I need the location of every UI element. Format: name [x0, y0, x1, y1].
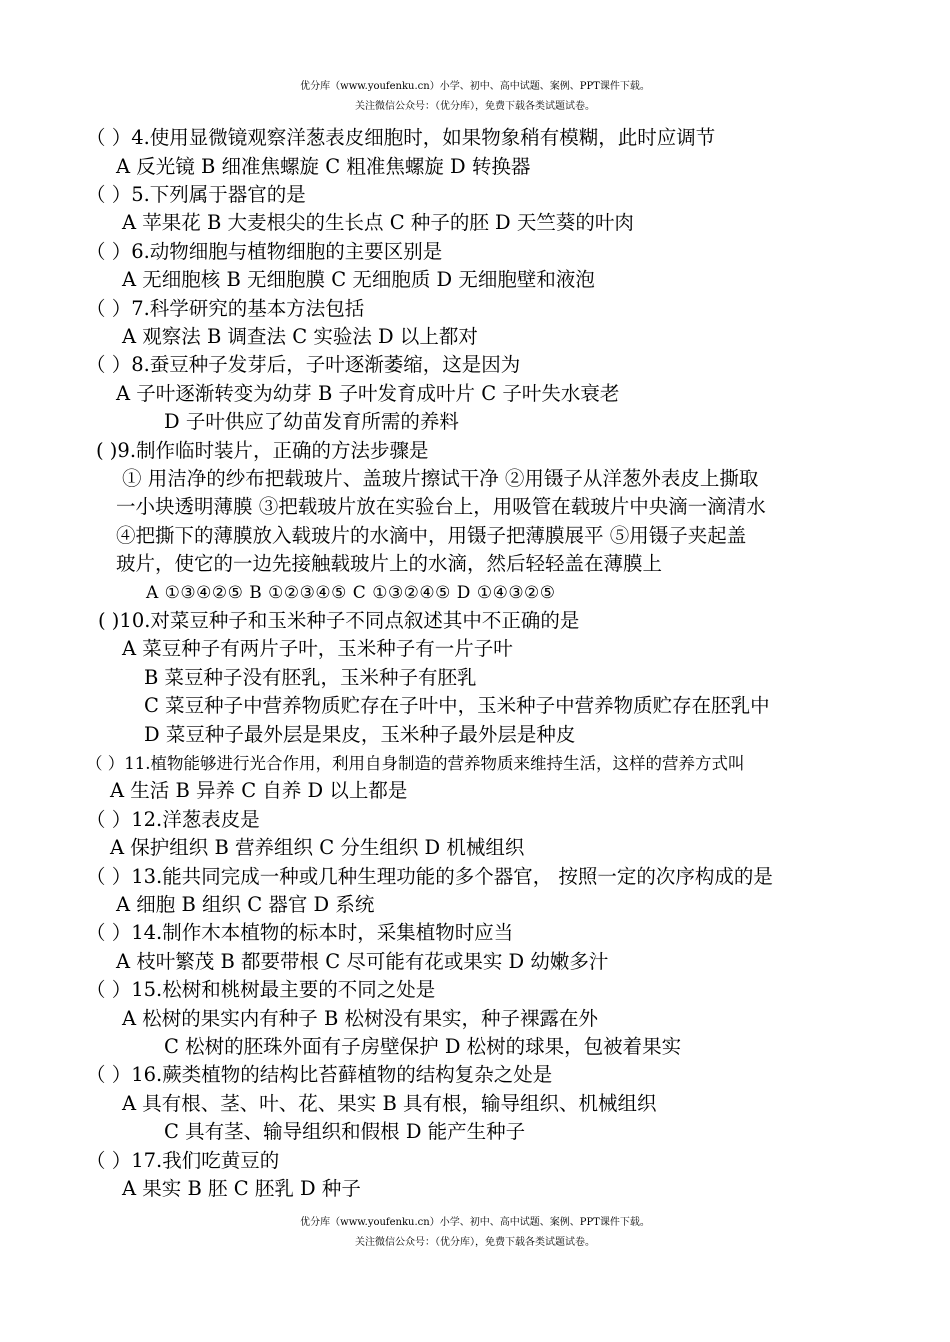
header-line-1: 优分库（www.youfenku.cn）小学、初中、高中试题、案例、PPT课件下载。 [300, 81, 650, 92]
question-9-step-line-4: 玻片，使它的一边先接触载玻片上的水滴，然后轻轻盖在薄膜上 [116, 552, 663, 575]
question-4: （ ）4.使用显微镜观察洋葱表皮细胞时，如果物象稍有模糊，此时应调节 [86, 126, 716, 149]
question-10-option-c: C 菜豆种子中营养物质贮存在子叶中，玉米种子中营养物质贮存在胚乳中 [144, 694, 770, 717]
question-9-step-line-1: ① 用洁净的纱布把载玻片、盖玻片擦试干净 ②用镊子从洋葱外表皮上撕取 [122, 467, 759, 490]
question-15-options-a-b: A 松树的果实内有种子 B 松树没有果实，种子裸露在外 [122, 1007, 599, 1030]
question-12-options: A 保护组织 B 营养组织 C 分生组织 D 机械组织 [110, 836, 525, 859]
question-15: （ ）15.松树和桃树最主要的不同之处是 [86, 978, 436, 1001]
question-8-option-d: D 子叶供应了幼苗发育所需的养料 [164, 410, 459, 433]
question-17: （ ）17.我们吃黄豆的 [86, 1149, 280, 1172]
question-10-option-a: A 菜豆种子有两片子叶，玉米种子有一片子叶 [122, 637, 513, 660]
question-8: （ ）8.蚕豆种子发芽后，子叶逐渐萎缩，这是因为 [86, 353, 521, 376]
question-13: （ ）13.能共同完成一种或几种生理功能的多个器官， 按照一定的次序构成的是 [86, 865, 773, 888]
question-6-options: A 无细胞核 B 无细胞膜 C 无细胞质 D 无细胞壁和液泡 [122, 268, 595, 291]
question-9-options: A ①③④②⑤ B ①②③④⑤ C ①③②④⑤ D ①④③②⑤ [146, 583, 556, 603]
question-7: （ ）7.科学研究的基本方法包括 [86, 297, 365, 320]
question-15-options-c-d: C 松树的胚珠外面有子房壁保护 D 松树的球果，包被着果实 [164, 1035, 682, 1058]
footer-line-2: 关注微信公众号：（优分库），免费下载各类试题试卷。 [355, 1237, 595, 1248]
header-line-2: 关注微信公众号：（优分库），免费下载各类试题试卷。 [355, 101, 595, 112]
question-12: （ ）12.洋葱表皮是 [86, 808, 260, 831]
question-16-options-c-d: C 具有茎、输导组织和假根 D 能产生种子 [164, 1120, 526, 1143]
question-11: （ ）11.植物能够进行光合作用，利用自身制造的营养物质来维持生活，这样的营养方式叫 [86, 754, 745, 773]
question-10-option-d: D 菜豆种子最外层是果皮，玉米种子最外层是种皮 [144, 723, 576, 746]
footer-line-1: 优分库（www.youfenku.cn）小学、初中、高中试题、案例、PPT课件下载。 [300, 1217, 650, 1228]
question-11-options: A 生活 B 异养 C 自养 D 以上都是 [110, 779, 408, 802]
question-9: ( )9.制作临时装片，正确的方法步骤是 [96, 439, 429, 462]
question-14-options: A 枝叶繁茂 B 都要带根 C 尽可能有花或果实 D 幼嫩多汁 [116, 950, 609, 973]
question-6: （ ）6.动物细胞与植物细胞的主要区别是 [86, 240, 443, 263]
question-5: （ ）5.下列属于器官的是 [86, 183, 306, 206]
question-17-options: A 果实 B 胚 C 胚乳 D 种子 [122, 1177, 361, 1200]
question-7-options: A 观察法 B 调查法 C 实验法 D 以上都对 [122, 325, 478, 348]
question-4-options: A 反光镜 B 细准焦螺旋 C 粗准焦螺旋 D 转换器 [116, 155, 531, 178]
question-10: ( )10.对菜豆种子和玉米种子不同点叙述其中不正确的是 [98, 609, 580, 632]
question-13-options: A 细胞 B 组织 C 器官 D 系统 [116, 893, 375, 916]
question-9-step-line-2: 一小块透明薄膜 ③把载玻片放在实验台上，用吸管在载玻片中央滴一滴清水 [116, 495, 766, 518]
question-8-options-a-c: A 子叶逐渐转变为幼芽 B 子叶发育成叶片 C 子叶失水衰老 [116, 382, 620, 405]
question-16-options-a-b: A 具有根、茎、叶、花、果实 B 具有根，输导组织、机械组织 [122, 1092, 657, 1115]
question-14: （ ）14.制作木本植物的标本时，采集植物时应当 [86, 921, 514, 944]
question-10-option-b: B 菜豆种子没有胚乳，玉米种子有胚乳 [144, 666, 477, 689]
question-16: （ ）16.蕨类植物的结构比苔藓植物的结构复杂之处是 [86, 1063, 553, 1086]
question-5-options: A 苹果花 B 大麦根尖的生长点 C 种子的胚 D 天竺葵的叶肉 [122, 211, 634, 234]
question-9-step-line-3: ④把撕下的薄膜放入载玻片的水滴中，用镊子把薄膜展平 ⑤用镊子夹起盖 [116, 524, 747, 547]
